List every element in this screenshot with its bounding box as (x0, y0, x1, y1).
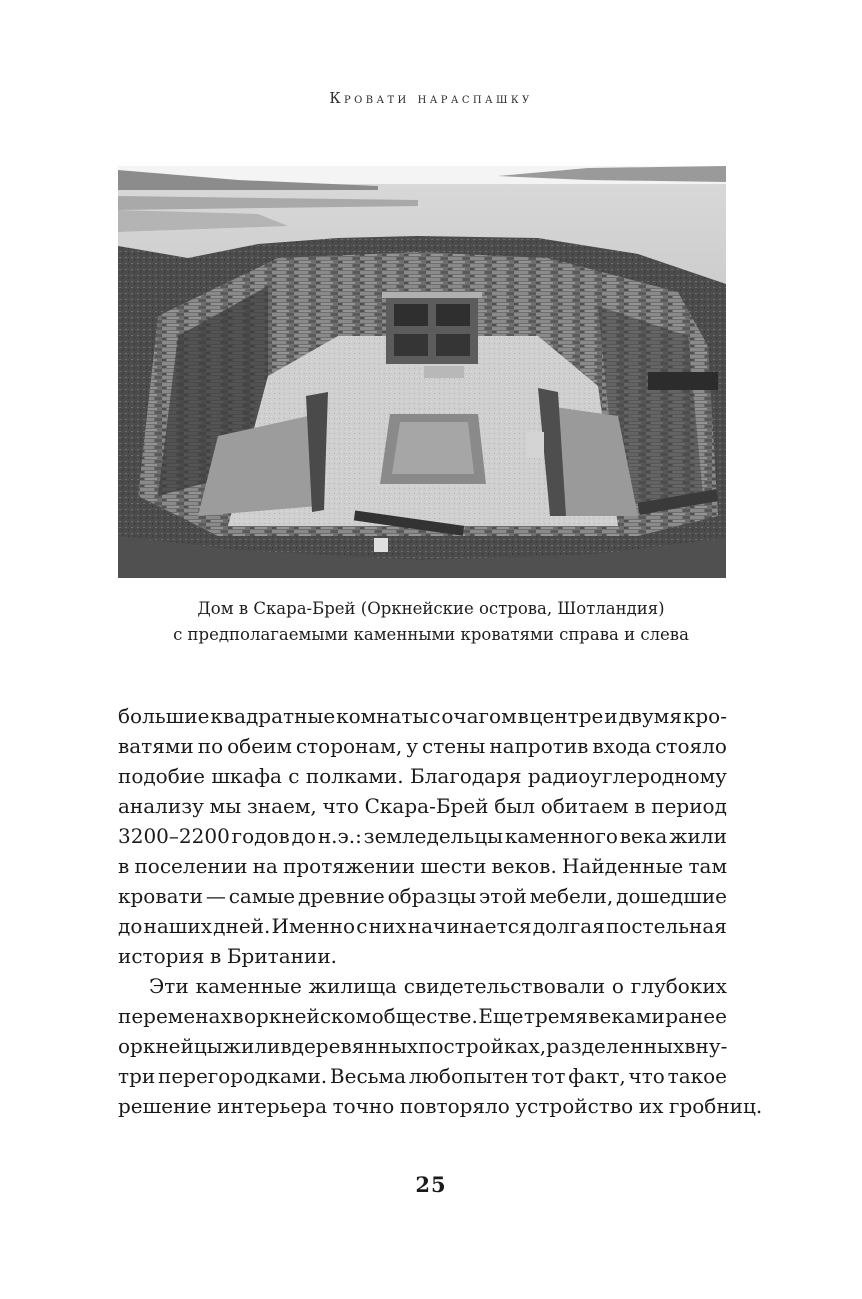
word: полками. (305, 764, 404, 788)
word: обеим (227, 734, 292, 758)
word: на (252, 854, 278, 878)
word: с (429, 704, 441, 728)
word: постельная (605, 914, 727, 938)
word: в (232, 1004, 244, 1028)
caption-line: с предполагаемыми каменными кроватями справа и слева (173, 625, 689, 644)
word: с (288, 764, 300, 788)
word: квадратные (210, 704, 336, 728)
word: сторонам, (295, 734, 403, 758)
word: центре (529, 704, 604, 728)
word: жили (222, 1034, 281, 1058)
word: история (118, 944, 205, 968)
word: мебели, (529, 884, 614, 908)
word: ватями (118, 734, 194, 758)
word: шкафа (211, 764, 282, 788)
word: Именно (271, 914, 356, 938)
word: свидетельствовали (403, 974, 606, 998)
word: большие (118, 704, 210, 728)
word: обитаем (540, 794, 629, 818)
word: любопытен (408, 1064, 529, 1088)
word: Еще (478, 1004, 524, 1028)
word: был (494, 794, 535, 818)
word: три (118, 1064, 156, 1088)
word: самые (228, 884, 296, 908)
caption-line: Дом в Скара-Брей (Оркнейские острова, Шотландия) (197, 599, 665, 618)
word: перегородками. (157, 1064, 328, 1088)
text-line (118, 731, 727, 761)
word: образцы (387, 884, 477, 908)
text-line (118, 1031, 727, 1061)
figure-photo (118, 166, 726, 578)
word: Скара-Брей (364, 794, 489, 818)
word: там (688, 854, 727, 878)
word: годов (231, 824, 290, 848)
word: глубоких (630, 974, 727, 998)
word: вну- (684, 1034, 728, 1058)
word: оркнейском (244, 1004, 372, 1028)
word: их (638, 1094, 664, 1118)
word: факт, (568, 1064, 626, 1088)
word: стены (421, 734, 486, 758)
word: гробниц. (668, 1094, 763, 1118)
word: дней. (213, 914, 271, 938)
word: решение (118, 1094, 212, 1118)
word: знаем, (246, 794, 317, 818)
text-line (118, 761, 727, 791)
word: тот (531, 1064, 566, 1088)
word: в (118, 854, 130, 878)
text-line (118, 911, 727, 941)
word: наших (143, 914, 212, 938)
word: поселении (134, 854, 248, 878)
word: о (611, 974, 624, 998)
word: повторяло (399, 1094, 510, 1118)
word: стояло (655, 734, 727, 758)
word: анализу (118, 794, 204, 818)
body-text (118, 701, 763, 1121)
word: этой (479, 884, 527, 908)
word: Британии. (226, 944, 338, 968)
word: переменах (118, 1004, 232, 1028)
word: шести (420, 854, 487, 878)
word: мы (209, 794, 242, 818)
word: кро- (682, 704, 727, 728)
word: Найденные (562, 854, 684, 878)
word: деревянных (291, 1034, 419, 1058)
word: комнаты (336, 704, 429, 728)
figure-caption (100, 596, 762, 648)
word: протяжении (283, 854, 416, 878)
text-line (118, 941, 727, 971)
word: постройках, (418, 1034, 547, 1058)
page-number: 25 (415, 1172, 447, 1197)
text-line (118, 821, 727, 851)
word: каменного (504, 824, 618, 848)
word: до (291, 824, 316, 848)
word: до (118, 914, 143, 938)
word: земледельцы (363, 824, 504, 848)
word: двумя (618, 704, 682, 728)
word: Весьма (329, 1064, 407, 1088)
word: входа (592, 734, 652, 758)
word: подобие (118, 764, 205, 788)
word: что (322, 794, 359, 818)
word: в (517, 704, 529, 728)
word: ранее (665, 1004, 727, 1028)
word: них (368, 914, 407, 938)
word: что (628, 1064, 665, 1088)
word: в (280, 1034, 292, 1058)
text-line (118, 881, 727, 911)
word: период (651, 794, 727, 818)
word: каменные (195, 974, 302, 998)
word: разделенных (546, 1034, 685, 1058)
word: начинается (407, 914, 532, 938)
word: — (205, 884, 226, 908)
word: долгая (532, 914, 605, 938)
word: жилища (308, 974, 397, 998)
word: устройство (515, 1094, 634, 1118)
text-line (118, 1091, 763, 1121)
word: оркнейцы (118, 1034, 223, 1058)
text-line (118, 1001, 727, 1031)
word: дошедшие (616, 884, 727, 908)
word: Благодаря (410, 764, 522, 788)
word: точно (332, 1094, 395, 1118)
word: древние (298, 884, 385, 908)
word: н.э.: (317, 824, 362, 848)
word: 3200–2200 (118, 824, 230, 848)
word: в (209, 944, 222, 968)
word: радиоуглеродному (527, 764, 727, 788)
word: в (634, 794, 646, 818)
word: жили (669, 824, 727, 848)
word: кровати (118, 884, 203, 908)
word: века (619, 824, 668, 848)
running-head: Кровати нараспашку (329, 91, 533, 107)
word: веков. (491, 854, 557, 878)
word: обществе. (371, 1004, 478, 1028)
word: очагом (441, 704, 517, 728)
word: напротив (489, 734, 589, 758)
text-line (118, 971, 727, 1001)
word: такое (667, 1064, 727, 1088)
text-line (118, 701, 727, 731)
text-line (118, 1061, 727, 1091)
word: интерьера (217, 1094, 327, 1118)
word: по (197, 734, 224, 758)
text-line (118, 851, 727, 881)
word: Эти (149, 974, 189, 998)
word: тремя (523, 1004, 588, 1028)
word: веками (588, 1004, 665, 1028)
text-line (118, 791, 727, 821)
word: с (356, 914, 368, 938)
word: и (604, 704, 618, 728)
word: у (406, 734, 418, 758)
